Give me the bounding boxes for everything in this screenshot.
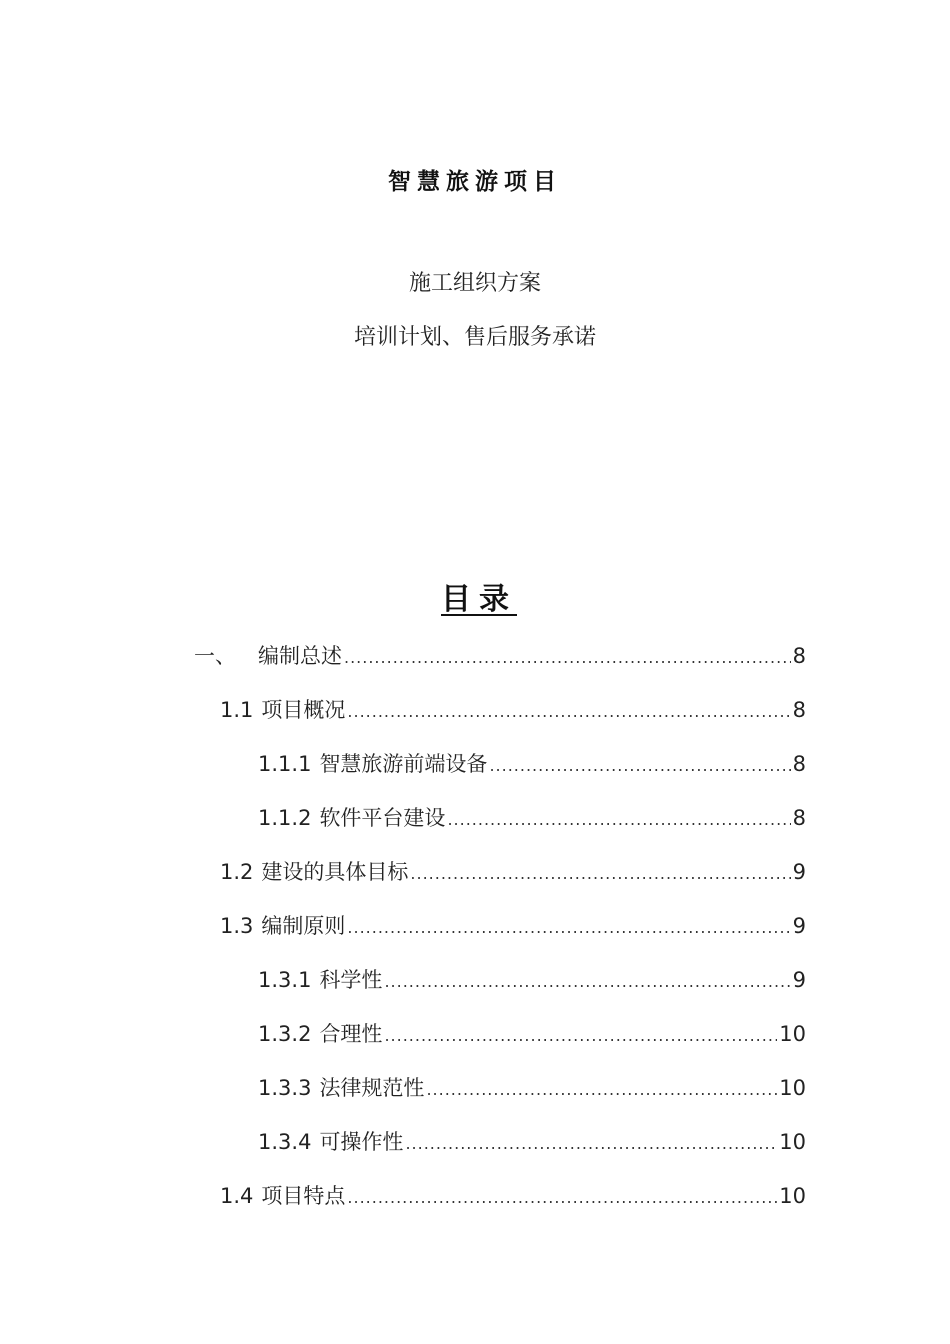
- toc-leader-dots: [384, 972, 790, 991]
- document-title: 智慧旅游项目: [388, 169, 562, 195]
- toc-heading-text: 目录: [441, 582, 517, 617]
- toc-entry-page: 8: [792, 644, 806, 668]
- toc-entry-number: 1.3.1: [258, 968, 312, 992]
- toc-entry-page: 9: [792, 860, 806, 884]
- toc-entry-number: 一、: [194, 644, 236, 668]
- toc-entry-label: 智慧旅游前端设备: [319, 752, 488, 776]
- toc-heading: [0, 574, 950, 618]
- toc-entry-number: 1.3.2: [258, 1022, 312, 1046]
- toc-entry-label: 科学性: [319, 968, 383, 992]
- toc-leader-dots: [347, 918, 790, 937]
- toc-entry[interactable]: [220, 1180, 806, 1216]
- toc-entry-number: 1.1: [220, 698, 254, 722]
- toc-entry-number: 1.1.2: [258, 806, 312, 830]
- toc-entry-page: 8: [792, 752, 806, 776]
- toc-entry[interactable]: [220, 910, 806, 946]
- toc-entry-number: 1.1.1: [258, 752, 312, 776]
- toc-leader-dots: [344, 648, 791, 667]
- toc-entry[interactable]: [194, 640, 806, 676]
- toc-entry[interactable]: [220, 694, 806, 730]
- toc-entry-page: 10: [779, 1022, 806, 1046]
- toc-entry-page: 10: [779, 1184, 806, 1208]
- toc-entry[interactable]: [258, 802, 806, 838]
- toc-leader-dots: [410, 864, 790, 883]
- toc-entry-label: 项目特点: [261, 1184, 346, 1208]
- toc-entry-label: 编制总述: [258, 644, 342, 668]
- toc-entry-page: 10: [779, 1130, 806, 1154]
- document-subtitle-construction-plan: 施工组织方案: [408, 271, 541, 296]
- toc-leader-dots: [347, 702, 790, 721]
- toc-entry-label: 合理性: [319, 1022, 383, 1046]
- toc-leader-dots: [405, 1134, 777, 1153]
- toc-leader-dots: [426, 1080, 777, 1099]
- toc-leader-dots: [384, 1026, 777, 1045]
- toc-entry-number: 1.3.3: [258, 1076, 312, 1100]
- toc-entry[interactable]: [258, 1126, 806, 1162]
- toc-entry-label: 法律规范性: [319, 1076, 425, 1100]
- toc-entry[interactable]: [258, 964, 806, 1000]
- toc-entry-number: 1.4: [220, 1184, 254, 1208]
- toc-entry-label: 建设的具体目标: [261, 860, 409, 884]
- toc-entry-page: 10: [779, 1076, 806, 1100]
- toc-entry[interactable]: [258, 1018, 806, 1054]
- toc-entry-label: 可操作性: [319, 1130, 404, 1154]
- toc-entry-label: 项目概况: [261, 698, 346, 722]
- toc-entry[interactable]: [258, 1072, 806, 1108]
- toc-leader-dots: [447, 810, 790, 829]
- document-subtitle-training-service: 培训计划、售后服务承诺: [353, 325, 596, 350]
- toc-entry-number: 1.3: [220, 914, 254, 938]
- toc-entry[interactable]: [258, 748, 806, 784]
- toc-entry-label: 软件平台建设: [319, 806, 446, 830]
- toc-leader-dots: [489, 756, 790, 775]
- toc-entry[interactable]: [220, 856, 806, 892]
- toc-entry-label: 编制原则: [261, 914, 346, 938]
- toc-entry-page: 8: [792, 698, 806, 722]
- toc-entry-page: 8: [792, 806, 806, 830]
- toc-entry-page: 9: [792, 914, 806, 938]
- toc-entry-number: 1.2: [220, 860, 254, 884]
- toc-entry-number: 1.3.4: [258, 1130, 312, 1154]
- toc-entry-page: 9: [792, 968, 806, 992]
- toc-leader-dots: [347, 1188, 777, 1207]
